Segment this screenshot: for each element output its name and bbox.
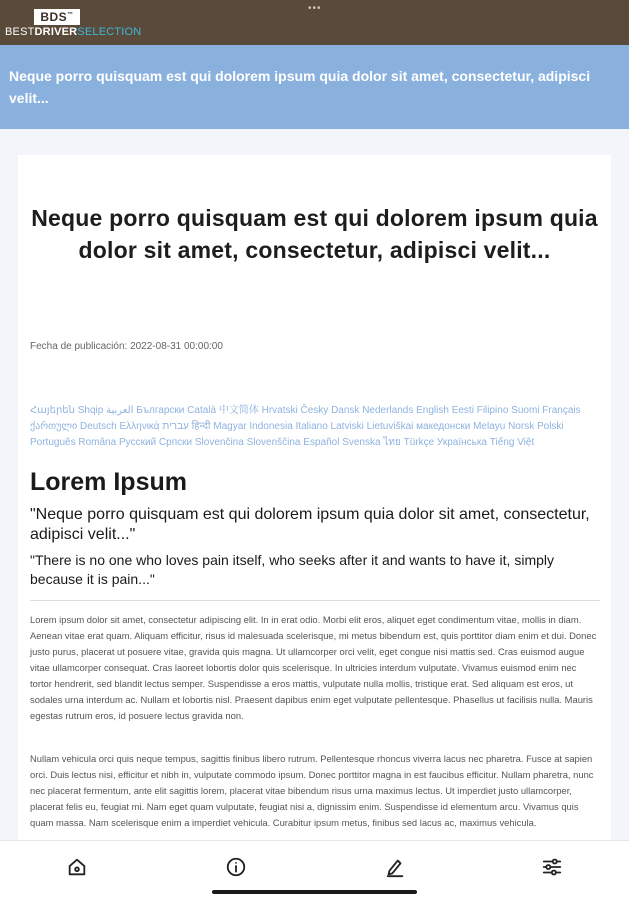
secondary-quote: "There is no one who loves pain itself, who seeks after it and wants to have it, simply because it is pain..." (30, 552, 555, 587)
drag-handle-dots: ••• (308, 3, 322, 14)
logo-word-driver: DRIVER (34, 26, 78, 38)
logo-mark-text: BDS (40, 10, 68, 24)
logo-wordmark (5, 26, 141, 38)
logo-mark (34, 9, 80, 25)
home-indicator[interactable] (212, 890, 417, 894)
logo-trademark: ™ (67, 12, 74, 18)
settings-sliders-icon (541, 856, 563, 878)
info-icon (225, 856, 247, 878)
edit-icon (384, 856, 406, 878)
nav-info-button[interactable] (223, 854, 249, 880)
title-banner (0, 45, 629, 129)
section-heading: Lorem Ipsum (30, 468, 187, 496)
primary-quote: "Neque porro quisquam est qui dolorem ipsum quia dolor sit amet, consectetur, adipisci velit..." (30, 506, 590, 543)
app-header (0, 0, 629, 45)
nav-edit-button[interactable] (382, 854, 408, 880)
body-paragraph: Lorem ipsum dolor sit amet, consectetur adipiscing elit. In in erat odio. Morbi elit eros, aliquet eget condimentum vitae, mollis in diam. Aenean vitae erat quam. Aliquam efficitur, risus id malesuada scelerisque, mi metus bibendum est, quis porttitor diam enim et dui. Donec justo purus, placerat ut posuere vitae, gravida quis magna. Ut ullamcorper orci velit, eget congue nisi mattis sed. Cras euismod augue vitae ullamcorper consequat. Cras laoreet lobortis dolor quis scelerisque. In ultricies interdum vulputate. Vivamus euismod enim nec tortor hendrerit, sed blandit lectus semper. Suspendisse a eros mattis, vulputate nulla mollis, tristique erat. Sed aliquam est eros, ut sodales urna interdum ac. Nullam et lobortis nisl. Praesent dapibus enim eget vulputate pellentesque. Phasellus ut facilisis nulla. Mauris egestas rutrum eros, id posuere lectus gravida non. (30, 614, 597, 721)
nav-settings-button[interactable] (539, 854, 565, 880)
publication-date: Fecha de publicación: 2022-08-31 00:00:00 (30, 341, 223, 352)
article-card (18, 155, 611, 855)
article-title: Neque porro quisquam est qui dolorem ipsum quia dolor sit amet, consectetur, adipisci velit... (31, 205, 598, 263)
language-links[interactable]: Հայերեն Shqip العربية Български Català 中文简体 Hrvatski Česky Dansk Nederlands English Eesti Filipino Suomi Français ქართული Deutsch Ελληνικά עברית हिन्दी Magyar Indonesia Italiano Latviski Lietuviškai македонски Melayu Norsk Polski Português Româna Pyccкий Српски Slovenčina Slovenščina Español Svenska ไทย Türkçe Українська Tiếng Việt (30, 405, 581, 448)
logo-word-best: BEST (5, 26, 35, 38)
logo-word-selection: SELECTION (77, 26, 142, 38)
nav-home-button[interactable] (64, 854, 90, 880)
banner-title: Neque porro quisquam est qui dolorem ipsum quia dolor sit amet, consectetur, adipisci velit... (9, 68, 591, 106)
home-icon (66, 856, 88, 878)
body-paragraph: Nullam vehicula orci quis neque tempus, sagittis finibus libero rutrum. Pellentesque rhoncus viverra lacus nec pharetra. Fusce at sapien orci. Duis lectus nisi, efficitur et nibh in, vulputate commodo ipsum. Donec porttitor magna in est faucibus efficitur. Nullam pharetra, nunc nec placerat fermentum, ante elit sagittis lorem, placerat vitae bibendum risus urna maximus lectus. Ut imperdiet justo ullamcorper, placerat felis eu, feugiat mi. Nam eget quam vulputate, feugiat nisi a, dignissim enim. Suspendisse id elementum arcu. Vivamus quis quam massa. Nam scelerisque enim a imperdiet vehicula. Curabitur ipsum metus, finibus sed lacus ac, maximus vehicula. (30, 753, 594, 828)
divider (30, 600, 600, 601)
